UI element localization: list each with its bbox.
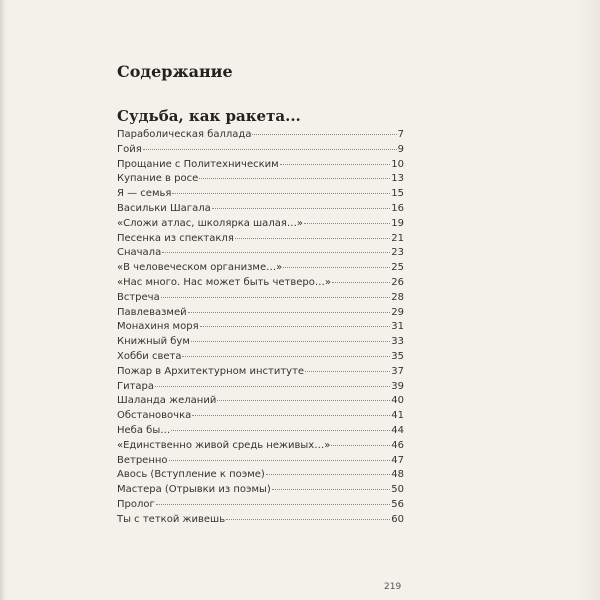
toc-entry-title: Ветренно [117,454,168,466]
dot-leader [161,297,391,298]
toc-entry-title: Гитара [117,380,155,392]
toc-entry-page: 33 [391,336,404,348]
dot-leader [252,134,396,135]
toc-entry-title: Ты с теткой живешь [117,513,226,525]
toc-entry-page: 40 [391,395,404,407]
dot-leader [212,208,391,209]
toc-entry [117,277,404,292]
dot-leader [283,267,390,268]
toc-entry-title: Прощание с Политехническим [117,158,279,170]
toc-entry [117,307,404,322]
toc-entry [117,247,404,262]
toc-entry-title: Шаланда желаний [117,395,217,407]
toc-entry [117,173,404,188]
toc-entry-page: 60 [391,513,404,525]
toc-entry-page: 31 [391,321,404,333]
dot-leader [266,474,390,475]
toc-entry [117,292,404,307]
toc-entry-title: Сначала [117,247,162,259]
dot-leader [162,252,390,253]
toc-entry-page: 15 [391,188,404,200]
page-title: Содержание [117,62,233,81]
toc-entry-page: 7 [397,129,404,140]
toc-entry [117,469,404,484]
toc-entry-page: 26 [391,276,404,288]
toc-entry-page: 25 [391,262,404,274]
toc-entry-title: Купание в росе [117,173,199,185]
dot-leader [235,238,390,239]
toc-entry-page: 9 [397,143,404,155]
toc-entry [117,218,404,233]
toc-entry [117,129,404,144]
table-of-contents [117,129,404,529]
toc-entry-title: Авось (Вступление к поэме) [117,469,265,481]
dot-leader [331,445,390,446]
dot-leader [143,149,397,150]
toc-entry [117,455,404,470]
toc-entry-title: Мастера (Отрывки из поэмы) [117,484,271,496]
toc-entry-page: 23 [391,247,404,259]
dot-leader [155,386,390,387]
toc-entry [117,395,404,410]
toc-entry [117,351,404,366]
toc-entry [117,233,404,248]
toc-entry [117,262,404,277]
toc-entry-page: 48 [391,469,404,481]
toc-entry [117,159,404,174]
toc-entry [117,188,404,203]
toc-entry-title: Пожар в Архитектурном институте [117,365,305,377]
toc-entry-title: «Нас много. Нас может быть четверо…» [117,276,331,288]
toc-entry-title: Пролог [117,498,155,510]
toc-entry [117,321,404,336]
section-heading: Судьба, как ракета... [117,107,301,125]
toc-entry-title: «Единственно живой средь неживых…» [117,439,331,451]
dot-leader [226,519,390,520]
toc-entry-page: 21 [391,232,404,244]
toc-entry-page: 41 [391,410,404,422]
toc-entry-title: Я — семья [117,188,172,200]
dot-leader [188,312,391,313]
toc-entry [117,366,404,381]
toc-entry-title: Гойя [117,143,142,155]
toc-entry-title: Неба бы… [117,424,171,436]
toc-entry-page: 37 [391,365,404,377]
dot-leader [191,341,390,342]
page-edge-shadow-right [578,0,600,600]
toc-entry-page: 29 [391,306,404,318]
toc-entry-title: Хобби света [117,350,182,362]
toc-entry [117,381,404,396]
toc-entry-page: 47 [391,454,404,466]
dot-leader [200,326,391,327]
toc-entry [117,336,404,351]
toc-entry [117,203,404,218]
toc-entry-page: 28 [391,291,404,303]
toc-entry [117,499,404,514]
page-number: 219 [384,582,402,592]
toc-entry [117,425,404,440]
dot-leader [156,504,391,505]
toc-entry-title: Монахиня моря [117,321,199,333]
dot-leader [304,223,390,224]
toc-entry [117,410,404,425]
toc-entry-page: 44 [391,424,404,436]
toc-entry-page: 39 [391,380,404,392]
page-edge-shadow [0,0,6,600]
dot-leader [182,356,390,357]
toc-entry-title: Васильки Шагала [117,202,211,214]
toc-entry-title: Встреча [117,291,160,303]
toc-entry-title: «Сложи атлас, школярка шалая…» [117,217,303,229]
toc-entry [117,514,404,529]
toc-entry-page: 46 [391,439,404,451]
dot-leader [172,193,390,194]
toc-entry [117,484,404,499]
dot-leader [332,282,390,283]
dot-leader [199,178,390,179]
toc-entry-page: 10 [391,158,404,170]
toc-entry-title: Павлевазмей [117,306,187,318]
toc-entry-page: 50 [391,484,404,496]
toc-entry-title: Параболическая баллада [117,129,252,140]
dot-leader [280,164,391,165]
toc-entry-page: 13 [391,173,404,185]
toc-entry-page: 19 [391,217,404,229]
dot-leader [169,460,391,461]
toc-entry [117,144,404,159]
toc-entry-page: 35 [391,350,404,362]
dot-leader [305,371,390,372]
dot-leader [171,430,390,431]
dot-leader [192,415,390,416]
toc-entry-page: 16 [391,202,404,214]
dot-leader [272,489,390,490]
toc-entry-title: Книжный бум [117,336,190,348]
toc-entry-title: Обстановочка [117,410,192,422]
toc-entry-title: Песенка из спектакля [117,232,234,244]
toc-entry-title: «В человеческом организме…» [117,262,283,274]
dot-leader [217,400,390,401]
toc-entry-page: 56 [391,498,404,510]
toc-entry [117,440,404,455]
